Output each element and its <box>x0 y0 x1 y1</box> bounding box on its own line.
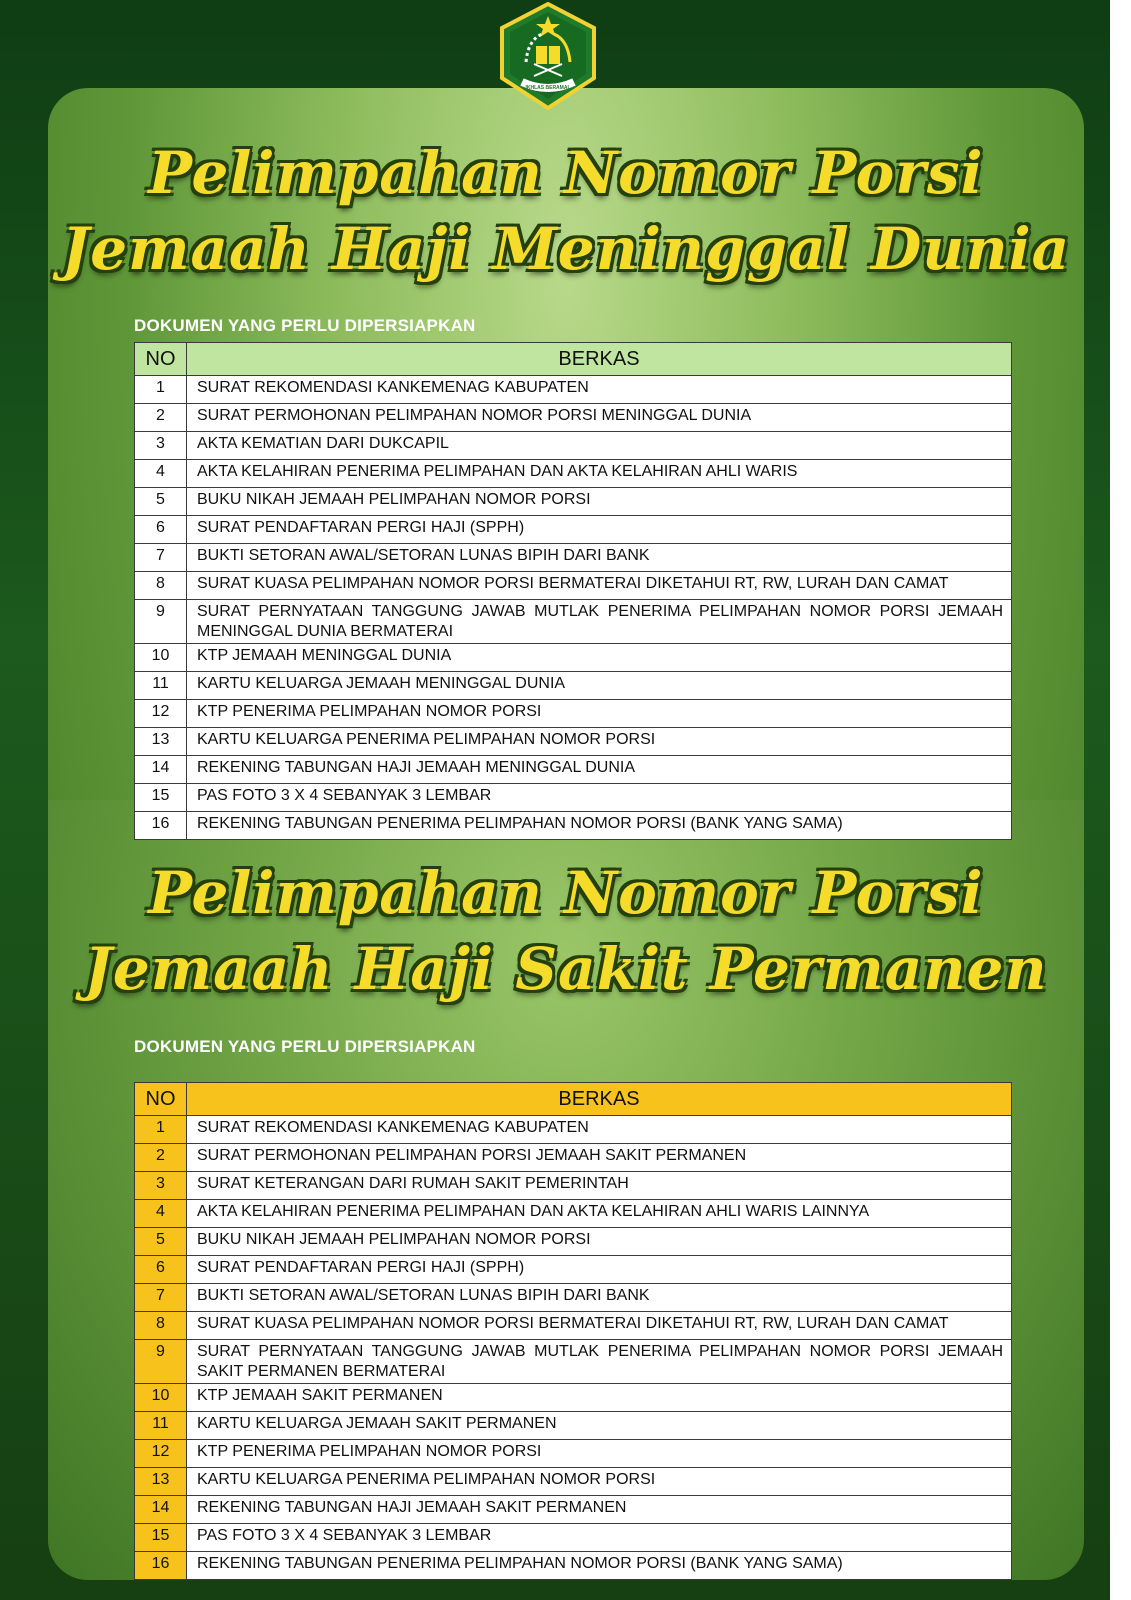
table-row <box>135 812 1012 840</box>
row-document: PAS FOTO 3 X 4 SEBANYAK 3 LEMBAR <box>187 1524 1012 1552</box>
row-document: SURAT PERMOHONAN PELIMPAHAN PORSI JEMAAH SAKIT PERMANEN <box>187 1144 1012 1172</box>
row-number: 16 <box>135 1552 187 1580</box>
row-number: 10 <box>135 644 187 672</box>
table-row <box>135 1172 1012 1200</box>
row-document: REKENING TABUNGAN HAJI JEMAAH SAKIT PERMANEN <box>187 1496 1012 1524</box>
row-number: 13 <box>135 728 187 756</box>
row-document: KTP PENERIMA PELIMPAHAN NOMOR PORSI <box>187 1440 1012 1468</box>
row-number: 9 <box>135 600 187 644</box>
section2-title <box>48 855 1084 1007</box>
row-number: 2 <box>135 404 187 432</box>
table-row <box>135 1144 1012 1172</box>
table-row <box>135 600 1012 644</box>
row-document: SURAT REKOMENDASI KANKEMENAG KABUPATEN <box>187 1116 1012 1144</box>
col-no-header: NO <box>135 343 187 376</box>
row-number: 8 <box>135 572 187 600</box>
row-document: SURAT PERNYATAAN TANGGUNG JAWAB MUTLAK PENERIMA PELIMPAHAN NOMOR PORSI JEMAAH SAKIT PERMANEN BERMATERAI <box>187 1340 1012 1384</box>
table-row <box>135 460 1012 488</box>
table-row <box>135 544 1012 572</box>
row-number: 6 <box>135 1256 187 1284</box>
section1-header-row <box>135 343 1012 376</box>
table-row <box>135 1440 1012 1468</box>
row-number: 8 <box>135 1312 187 1340</box>
section1-table <box>134 342 1012 840</box>
row-document: REKENING TABUNGAN HAJI JEMAAH MENINGGAL DUNIA <box>187 756 1012 784</box>
table-row <box>135 1284 1012 1312</box>
row-document: SURAT PENDAFTARAN PERGI HAJI (SPPH) <box>187 1256 1012 1284</box>
kemenag-logo-icon <box>498 2 598 110</box>
row-number: 6 <box>135 516 187 544</box>
section1-title-line2: Jemaah Haji Meninggal Dunia <box>61 215 1071 283</box>
row-number: 1 <box>135 1116 187 1144</box>
row-number: 4 <box>135 1200 187 1228</box>
section1-title <box>48 135 1084 287</box>
row-document: SURAT PENDAFTARAN PERGI HAJI (SPPH) <box>187 516 1012 544</box>
table-row <box>135 1340 1012 1384</box>
table-row <box>135 1496 1012 1524</box>
table-row <box>135 1552 1012 1580</box>
row-document: KTP PENERIMA PELIMPAHAN NOMOR PORSI <box>187 700 1012 728</box>
table-row <box>135 404 1012 432</box>
row-number: 12 <box>135 700 187 728</box>
row-number: 2 <box>135 1144 187 1172</box>
table-row <box>135 1524 1012 1552</box>
table-row <box>135 1312 1012 1340</box>
section2-title-line2: Jemaah Haji Sakit Permanen <box>84 935 1048 1003</box>
row-number: 7 <box>135 1284 187 1312</box>
section2-rows <box>135 1116 1012 1580</box>
row-document: REKENING TABUNGAN PENERIMA PELIMPAHAN NOMOR PORSI (BANK YANG SAMA) <box>187 812 1012 840</box>
row-number: 7 <box>135 544 187 572</box>
table-row <box>135 672 1012 700</box>
row-number: 14 <box>135 756 187 784</box>
row-number: 15 <box>135 784 187 812</box>
row-number: 13 <box>135 1468 187 1496</box>
section1-title-line1: Pelimpahan Nomor Porsi <box>148 139 984 207</box>
row-number: 5 <box>135 488 187 516</box>
table-row <box>135 572 1012 600</box>
section2-title-line1: Pelimpahan Nomor Porsi <box>148 859 984 927</box>
row-document: BUKU NIKAH JEMAAH PELIMPAHAN NOMOR PORSI <box>187 488 1012 516</box>
row-number: 15 <box>135 1524 187 1552</box>
row-document: REKENING TABUNGAN PENERIMA PELIMPAHAN NOMOR PORSI (BANK YANG SAMA) <box>187 1552 1012 1580</box>
table-row <box>135 1256 1012 1284</box>
col-berkas-header: BERKAS <box>187 1083 1012 1116</box>
row-number: 11 <box>135 672 187 700</box>
row-document: AKTA KELAHIRAN PENERIMA PELIMPAHAN DAN AKTA KELAHIRAN AHLI WARIS <box>187 460 1012 488</box>
row-document: KTP JEMAAH MENINGGAL DUNIA <box>187 644 1012 672</box>
row-document: AKTA KELAHIRAN PENERIMA PELIMPAHAN DAN AKTA KELAHIRAN AHLI WARIS LAINNYA <box>187 1200 1012 1228</box>
row-document: KARTU KELUARGA PENERIMA PELIMPAHAN NOMOR PORSI <box>187 728 1012 756</box>
table-row <box>135 644 1012 672</box>
row-document: SURAT PERMOHONAN PELIMPAHAN NOMOR PORSI MENINGGAL DUNIA <box>187 404 1012 432</box>
table-row <box>135 1116 1012 1144</box>
row-number: 14 <box>135 1496 187 1524</box>
section2-label: DOKUMEN YANG PERLU DIPERSIAPKAN <box>134 1037 476 1056</box>
row-number: 1 <box>135 376 187 404</box>
table-row <box>135 1384 1012 1412</box>
section2-table <box>134 1082 1012 1580</box>
row-document: BUKU NIKAH JEMAAH PELIMPAHAN NOMOR PORSI <box>187 1228 1012 1256</box>
table-row <box>135 488 1012 516</box>
table-row <box>135 1200 1012 1228</box>
row-number: 5 <box>135 1228 187 1256</box>
table-row <box>135 516 1012 544</box>
row-document: SURAT KETERANGAN DARI RUMAH SAKIT PEMERINTAH <box>187 1172 1012 1200</box>
table-row <box>135 1412 1012 1440</box>
col-no-header: NO <box>135 1083 187 1116</box>
table-row <box>135 756 1012 784</box>
table-row <box>135 1468 1012 1496</box>
row-number: 4 <box>135 460 187 488</box>
row-document: SURAT PERNYATAAN TANGGUNG JAWAB MUTLAK PENERIMA PELIMPAHAN NOMOR PORSI JEMAAH MENINGGAL DUNIA BERMATERAI <box>187 600 1012 644</box>
row-number: 11 <box>135 1412 187 1440</box>
table-row <box>135 432 1012 460</box>
row-document: SURAT KUASA PELIMPAHAN NOMOR PORSI BERMATERAI DIKETAHUI RT, RW, LURAH DAN CAMAT <box>187 572 1012 600</box>
table-row <box>135 784 1012 812</box>
row-number: 3 <box>135 432 187 460</box>
col-berkas-header: BERKAS <box>187 343 1012 376</box>
row-number: 3 <box>135 1172 187 1200</box>
table-row <box>135 728 1012 756</box>
table-row <box>135 376 1012 404</box>
row-document: BUKTI SETORAN AWAL/SETORAN LUNAS BIPIH DARI BANK <box>187 1284 1012 1312</box>
table-row <box>135 700 1012 728</box>
section1-rows <box>135 376 1012 840</box>
row-number: 16 <box>135 812 187 840</box>
row-document: KARTU KELUARGA PENERIMA PELIMPAHAN NOMOR PORSI <box>187 1468 1012 1496</box>
row-document: PAS FOTO 3 X 4 SEBANYAK 3 LEMBAR <box>187 784 1012 812</box>
section2-header-row <box>135 1083 1012 1116</box>
row-document: AKTA KEMATIAN DARI DUKCAPIL <box>187 432 1012 460</box>
row-number: 12 <box>135 1440 187 1468</box>
row-document: SURAT KUASA PELIMPAHAN NOMOR PORSI BERMATERAI DIKETAHUI RT, RW, LURAH DAN CAMAT <box>187 1312 1012 1340</box>
row-document: KARTU KELUARGA JEMAAH MENINGGAL DUNIA <box>187 672 1012 700</box>
row-number: 10 <box>135 1384 187 1412</box>
row-document: KARTU KELUARGA JEMAAH SAKIT PERMANEN <box>187 1412 1012 1440</box>
section1-label: DOKUMEN YANG PERLU DIPERSIAPKAN <box>134 316 476 335</box>
row-number: 9 <box>135 1340 187 1384</box>
row-document: KTP JEMAAH SAKIT PERMANEN <box>187 1384 1012 1412</box>
table-row <box>135 1228 1012 1256</box>
row-document: BUKTI SETORAN AWAL/SETORAN LUNAS BIPIH DARI BANK <box>187 544 1012 572</box>
row-document: SURAT REKOMENDASI KANKEMENAG KABUPATEN <box>187 376 1012 404</box>
svg-text:IKHLAS BERAMAL: IKHLAS BERAMAL <box>525 85 571 91</box>
